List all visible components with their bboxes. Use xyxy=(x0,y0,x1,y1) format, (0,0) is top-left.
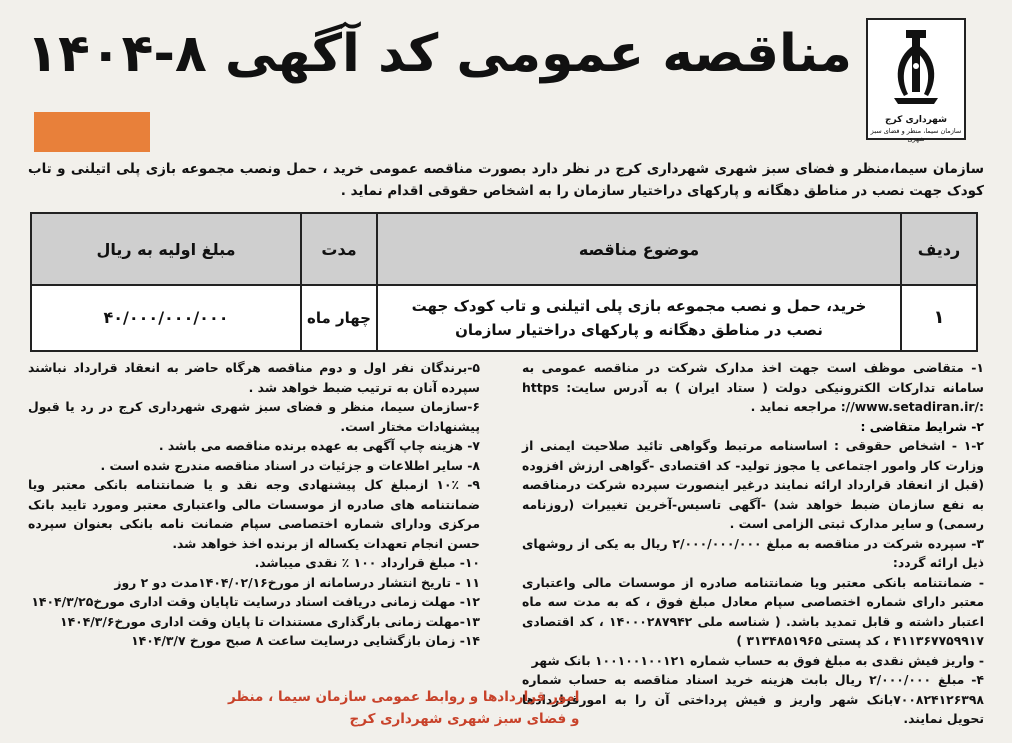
condition-item-5: ۵-برندگان نفر اول و دوم مناقصه هرگاه حاضر به انعقاد قرارداد نباشند سپرده آنان به ترتیب ضبط خواهد شد . xyxy=(28,360,480,395)
cell-subject: خرید، حمل و نصب مجموعه بازی پلی اتیلنی و تاب کودک جهت نصب در مناطق دهگانه و پارکهای دراختیار سازمان xyxy=(377,285,901,351)
signature-line-1: امور قراردادها و روابط عمومی سازمان سیما ، منظر xyxy=(228,689,580,705)
condition-item-11: ۱۱ - تاریخ انتشار درسامانه از مورخ۱۴۰۴/۰۲/۱۶مدت دو ۲ روز xyxy=(114,574,480,590)
condition-item-1 xyxy=(522,358,984,417)
accent-bar xyxy=(34,112,150,152)
tower-emblem-icon xyxy=(878,24,954,110)
condition-item-10: ۱۰- مبلغ قرارداد ۱۰۰ ٪ نقدی میباشد. xyxy=(254,555,480,570)
condition-item-1-text: ۱- متقاضی موظف است جهت اخذ مدارک شرکت در مناقصه عمومی به سامانه تدارکات الکترونیکی دولت ( ستاد ایران ) به آدرس سایت: xyxy=(522,360,984,395)
condition-item-3: ۳- سپرده شرکت در مناقصه به مبلغ ۲/۰۰۰/۰۰۰/۰۰۰ ریال به یکی از روشهای ذیل ارائه گردد: xyxy=(522,535,984,570)
condition-item-1-end: مراجعه نماید . xyxy=(750,399,837,414)
cell-row-number: ۱ xyxy=(901,285,977,351)
condition-item-8: ۸- سایر اطلاعات و جزئیات در اسناد مناقصه مندرج شده است . xyxy=(100,457,480,473)
header-amount: مبلغ اولیه به ریال xyxy=(31,213,301,285)
setadiran-link[interactable]: https ://www.setadiran.ir/: xyxy=(522,379,984,414)
condition-item-3-b: - واریز فیش نقدی به مبلغ فوق به حساب شماره ۱۰۰۱۰۰۱۰۰۱۲۱ بانک شهر xyxy=(531,652,984,668)
condition-item-12: ۱۲- مهلت زمانی دریافت اسناد درسایت تاپایان وقت اداری مورخ۱۴۰۴/۳/۲۵ xyxy=(31,594,480,609)
issuer-signature xyxy=(228,686,579,730)
conditions-right-column xyxy=(522,358,984,729)
condition-heading-2: ۲- شرایط متقاضی : xyxy=(860,418,984,434)
conditions-left-column xyxy=(28,358,480,651)
condition-item-4: ۴- مبلغ ۲/۰۰۰/۰۰۰ ریال بابت هزینه خرید اسناد مناقصه به حساب شماره ۷۰۰۸۲۴۱۲۶۳۹۸بانک شهر واریز و فیش پرداختی آن را به امورقراردادها تحویل نمایند. xyxy=(522,672,984,726)
condition-item-2-1: ۱-۲ - اشخاص حقوقی : اساسنامه مرتبط وگواهی تائید صلاحیت ایمنی از وزارت کار وامور اجتماعی یا مجوز تولید- کد اقتصادی -گواهی ارزش افزوده (قبل از انعقاد قرارداد ارائه نمایند درغیر اینصورت سپرده شرکت درمناقصه به نفع سازمان ضبط خواهد شد) -آگهی تاسیس-آخرین تغییرات (روزنامه رسمی) و سایر مدارک ثبتی الزامی است . xyxy=(522,438,984,531)
intro-paragraph: سازمان سیما،منظر و فضای سبز شهری شهرداری کرج در نظر دارد بصورت مناقصه عمومی خرید ، حمل ونصب مجموعه بازی پلی اتیلنی و تاب کودک جهت نصب در مناطق دهگانه و پارکهای دراختیار سازمان را به اشخاص حقوقی اقدام نماید . xyxy=(28,161,984,199)
condition-item-3-a: - ضمانتنامه بانکی معتبر ویا ضمانتنامه صادره از موسسات مالی واعتباری معتبر دارای شماره اختصاصی سپام معادل مبلغ فوق ، که به مدت سه ماه اعتبار داشته و قابل تمدید باشد. ( شناسه ملی ۱۴۰۰۰۲۸۷۹۴۲ ، کد اقتصادی ۴۱۱۳۶۷۷۵۹۹۱۷ ، کد پستی ۳۱۳۴۸۵۱۹۶۵ ) xyxy=(522,574,984,648)
logo-name: شهرداری کرج xyxy=(885,115,947,125)
table-header-row xyxy=(31,213,977,285)
condition-item-14: ۱۴- زمان بازگشایی درسایت ساعت ۸ صبح مورخ ۱۴۰۴/۳/۷ xyxy=(131,633,480,648)
cell-amount: ۴۰/۰۰۰/۰۰۰/۰۰۰ xyxy=(31,285,301,351)
cell-duration: چهار ماه xyxy=(301,285,377,351)
tender-table xyxy=(30,212,978,352)
table-row xyxy=(31,285,977,351)
condition-item-6: ۶-سازمان سیما، منظر و فضای سبز شهری شهرداری کرج در رد یا قبول پیشنهادات مختار است. xyxy=(28,399,480,434)
header-subject: موضوع مناقصه xyxy=(377,213,901,285)
karaj-municipality-logo xyxy=(866,18,966,143)
header-row-number: ردیف xyxy=(901,213,977,285)
signature-line-2: و فضای سبز شهری شهرداری کرج xyxy=(349,711,580,727)
condition-item-13: ۱۳-مهلت زمانی بارگذاری مستندات تا پایان وقت اداری مورخ۱۴۰۴/۳/۶ xyxy=(60,613,480,629)
header-duration: مدت xyxy=(301,213,377,285)
condition-item-7: ۷- هزینه چاپ آگهی به عهده برنده مناقصه می باشد . xyxy=(158,438,480,453)
condition-item-9: ۹- ۱۰٪ ازمبلغ کل پیشنهادی وجه نقد و یا ضمانتنامه بانکی معتبر ویا ضمانتنامه های صادره از موسسات مالی واعتباری معتبر ومورد تایید بانک مرکزی ودارای شماره اختصاصی سپام ضمانت نامه بانکی بعنوان سپرده حسن انجام تعهدات یکساله از برنده اخذ خواهد شد. xyxy=(28,477,480,551)
logo-subtitle: سازمان سیما، منظر و فضای سبز شهری xyxy=(870,127,962,143)
page-title: مناقصه عمومی کد آگهی ۸-۱۴۰۴ xyxy=(26,24,852,84)
